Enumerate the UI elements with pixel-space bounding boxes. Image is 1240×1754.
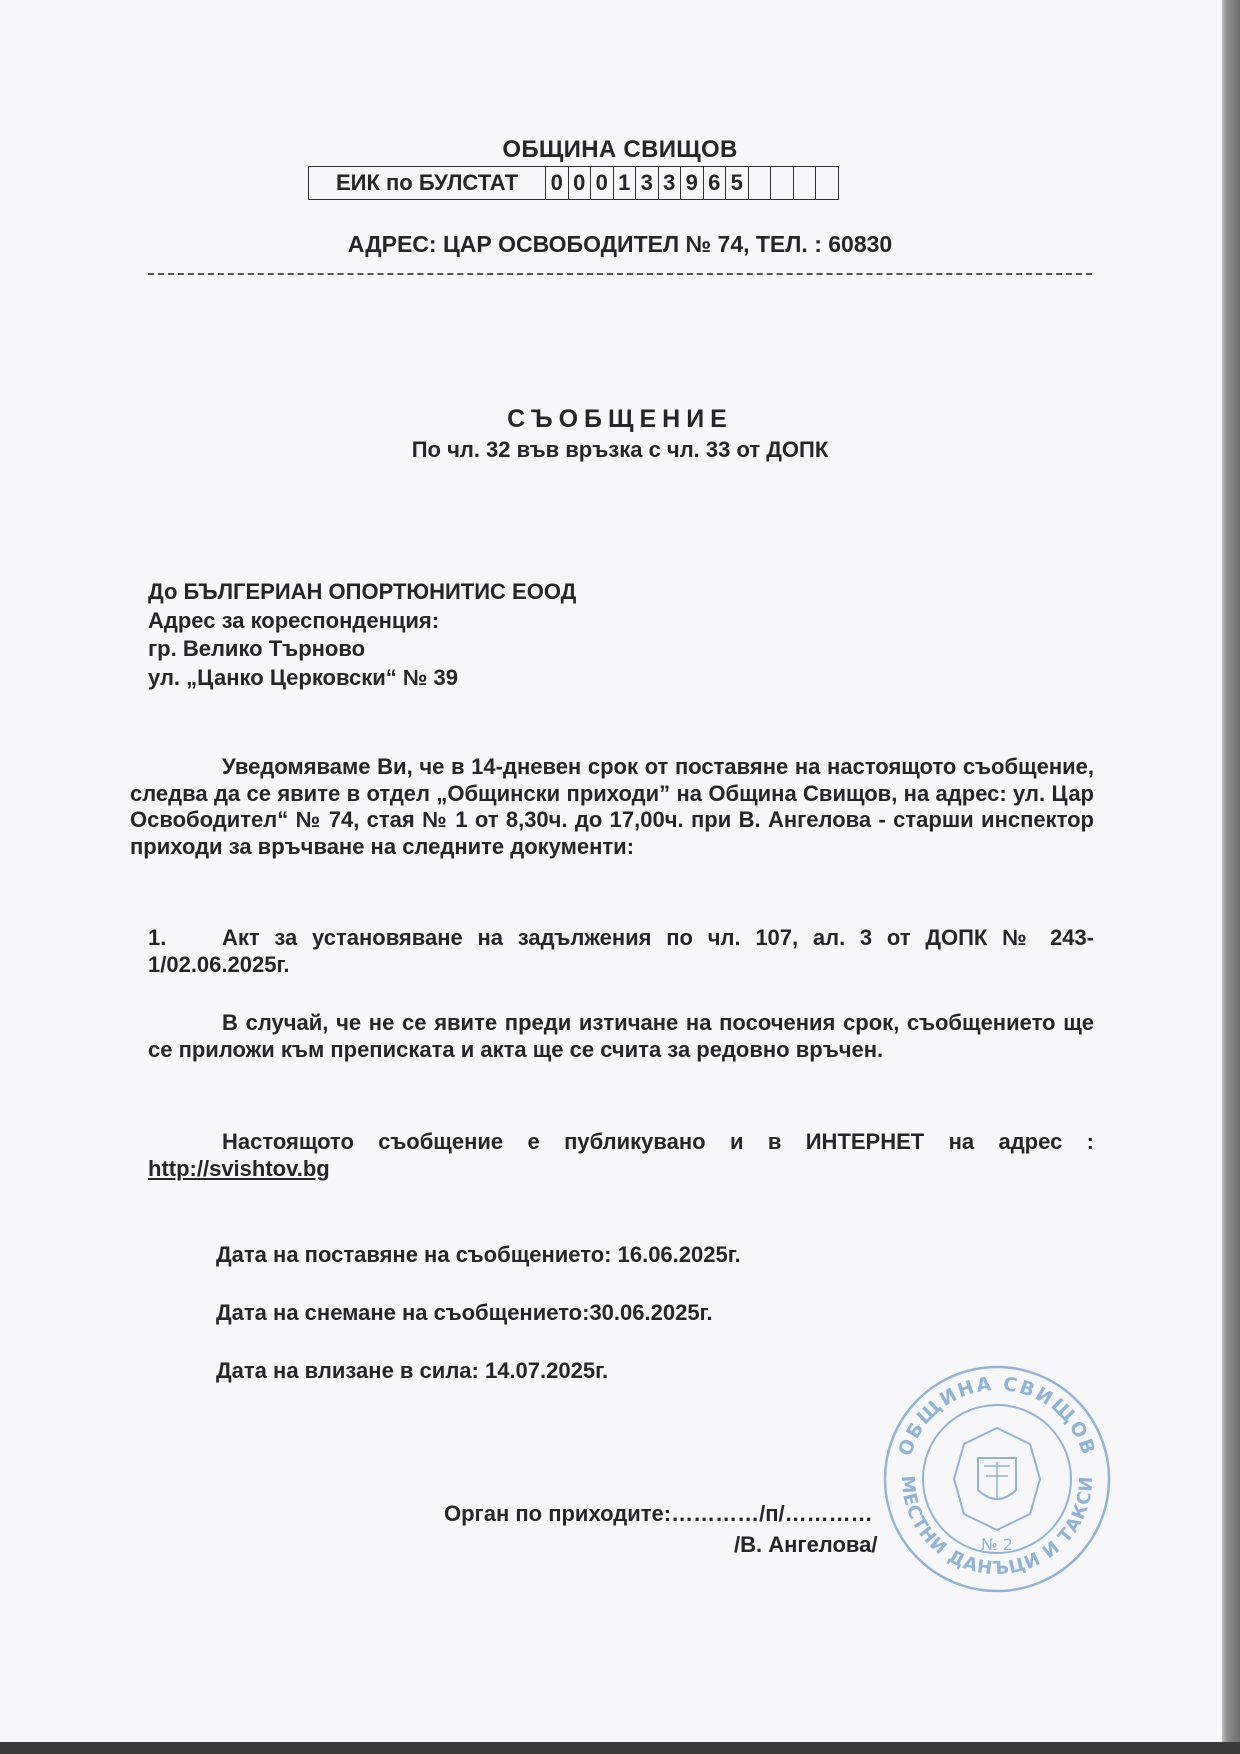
svg-text:ОБЩИНА СВИЩОВ <box>894 1373 1099 1459</box>
publication-text: Настоящото съобщение е публикувано и в ИНТЕРНЕТ на адрес : <box>222 1129 1094 1154</box>
scan-right-edge <box>1222 0 1240 1754</box>
publication-paragraph <box>148 1129 1094 1182</box>
stamp-top-text: ОБЩИНА СВИЩОВ <box>894 1372 1100 1459</box>
eik-digit: 0 <box>546 167 569 199</box>
municipality-name: ОБЩИНА СВИЩОВ <box>502 136 738 163</box>
municipality-address: АДРЕС: ЦАР ОСВОБОДИТЕЛ № 74, ТЕЛ. : 60830 <box>347 231 893 257</box>
effective-date: Дата на влизане в сила: 14.07.2025г. <box>216 1358 609 1383</box>
document-list-item <box>148 925 1094 978</box>
eik-digit: 0 <box>569 167 592 199</box>
eik-label: ЕИК по БУЛСТАТ <box>309 167 546 199</box>
document-subtitle: По чл. 32 във връзка с чл. 33 от ДОПК <box>411 437 829 462</box>
notice-paragraph: Уведомяваме Ви, че в 14-дневен срок от поставяне на настоящото съобщение, следва да се явите в отдел „Общински приходи” на Община Свищов, на адрес: ул. Цар Освободител“ № 74, стая № 1 от 8,30ч. до 17,00ч. при В. Ангелова - старши инспектор приходи за връчване на следните документи: <box>130 754 1094 859</box>
eik-digit <box>816 167 838 199</box>
eik-digit: 5 <box>726 167 749 199</box>
scan-bottom-edge <box>0 1742 1240 1754</box>
eik-digit: 0 <box>591 167 614 199</box>
signer-name: /В. Ангелова/ <box>734 1532 878 1557</box>
recipient-city: гр. Велико Търново <box>148 636 366 661</box>
revenue-authority-line: Орган по приходите:…………/п/………… <box>444 1501 873 1526</box>
eik-digit <box>771 167 794 199</box>
list-item-number: 1. <box>148 925 167 950</box>
eik-digit: 3 <box>659 167 682 199</box>
consequence-paragraph: В случай, че не се явите преди изтичане на посочения срок, съобщението ще се приложи към преписката и акта ще се счита за редовно връчен. <box>148 1010 1094 1062</box>
website-link[interactable]: http://svishtov.bg <box>148 1155 330 1181</box>
eik-digit <box>749 167 772 199</box>
recipient-street: ул. „Цанко Церковски“ № 39 <box>148 664 458 690</box>
stamp-number: № 2 <box>981 1535 1013 1554</box>
recipient-block <box>148 578 576 692</box>
eik-digit <box>794 167 817 199</box>
eik-digit: 3 <box>636 167 659 199</box>
municipality-stamp <box>880 1362 1114 1596</box>
removal-date: Дата на снемане на съобщението:30.06.2025г. <box>216 1300 713 1325</box>
document-title: СЪОБЩЕНИЕ <box>507 405 733 433</box>
dashed-separator <box>148 273 1092 275</box>
stamp-bottom-text: МЕСТНИ ДАНЪЦИ И ТАКСИ <box>896 1474 1098 1580</box>
eik-digit: 9 <box>681 167 704 199</box>
recipient-name: До БЪЛГЕРИАН ОПОРТЮНИТИС ЕООД <box>148 579 577 604</box>
eik-digit: 6 <box>704 167 727 199</box>
list-item-text: Акт за установяване на задължения по чл. 107, ал. 3 от ДОПК № 243-1/02.06.2025г. <box>148 925 1094 977</box>
eik-table <box>308 166 839 200</box>
eik-digit: 1 <box>614 167 637 199</box>
posting-date: Дата на поставяне на съобщението: 16.06.2025г. <box>216 1242 741 1267</box>
recipient-address-label: Адрес за кореспонденция: <box>148 607 440 633</box>
